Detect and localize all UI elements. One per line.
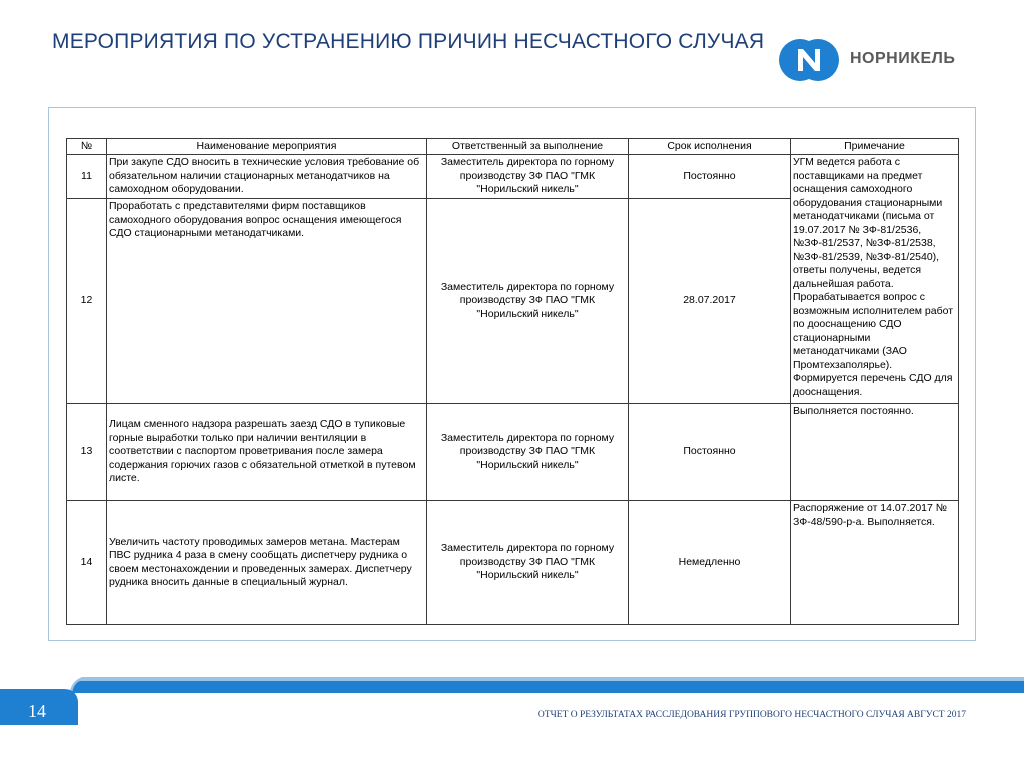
- note-cell: Выполняется постоянно.: [791, 404, 959, 501]
- deadline-cell: Постоянно: [629, 404, 791, 501]
- row-number: 11: [67, 155, 107, 199]
- nornickel-logo-icon: [778, 38, 840, 82]
- table-header-row: [67, 139, 959, 155]
- responsible-cell: Заместитель директора по горному производству ЗФ ПАО "ГМК "Норильский никель": [427, 199, 629, 404]
- row-number: 13: [67, 404, 107, 501]
- table-row: [67, 404, 959, 501]
- report-title: ОТЧЕТ О РЕЗУЛЬТАТАХ РАССЛЕДОВАНИЯ ГРУППОВОГО НЕСЧАСТНОГО СЛУЧАЯ АВГУСТ 2017: [537, 710, 966, 720]
- row-number: 14: [67, 501, 107, 625]
- logo-wordmark: НОРНИКЕЛЬ: [850, 50, 956, 67]
- column-header-measure: Наименование мероприятия: [107, 139, 427, 155]
- responsible-cell: Заместитель директора по горному производству ЗФ ПАО "ГМК "Норильский никель": [427, 501, 629, 625]
- column-header-note: Примечание: [791, 139, 959, 155]
- column-header-deadline: Срок исполнения: [629, 139, 791, 155]
- column-header-number: №: [67, 139, 107, 155]
- measure-cell: При закупе СДО вносить в технические условия требование об обязательном наличии стационарных метанодатчиков на самоходном оборудовании.: [107, 155, 427, 199]
- page-number: 14: [28, 701, 46, 721]
- measures-table: [66, 138, 959, 625]
- note-cell: Распоряжение от 14.07.2017 № ЗФ-48/590-р-а. Выполняется.: [791, 501, 959, 625]
- row-number: 12: [67, 199, 107, 404]
- deadline-cell: 28.07.2017: [629, 199, 791, 404]
- table-row: [67, 155, 959, 199]
- responsible-cell: Заместитель директора по горному производству ЗФ ПАО "ГМК "Норильский никель": [427, 404, 629, 501]
- note-cell: УГМ ведется работа с поставщиками на предмет оснащения самоходного оборудования стационарными метанодатчиками (письма от 19.07.2017 № ЗФ-81/2536, №ЗФ-81/2537, №ЗФ-81/2538, №ЗФ-81/2539, №ЗФ-81/2540), ответы получены, ведется дальнейшая работа. Прорабатывается вопрос с возможным исполнителем работ по дооснащению СДО стационарными метанодатчиками (ЗАО Промтехзаполярье). Формируется перечень СДО для дооснащения.: [791, 155, 959, 404]
- column-header-responsible: Ответственный за выполнение: [427, 139, 629, 155]
- measure-cell: Лицам сменного надзора разрешать заезд СДО в тупиковые горные выработки только при наличии вентиляции в соответствии с паспортом проветривания после замера содержания горючих газов с обязательной отметкой в путевом листе.: [107, 404, 427, 501]
- company-logo: [778, 38, 978, 82]
- responsible-cell: Заместитель директора по горному производству ЗФ ПАО "ГМК "Норильский никель": [427, 155, 629, 199]
- deadline-cell: Постоянно: [629, 155, 791, 199]
- measure-cell: Проработать с представителями фирм поставщиков самоходного оборудования вопрос оснащения имеющегося СДО стационарными метанодатчиками.: [107, 199, 427, 404]
- page-title: МЕРОПРИЯТИЯ ПО УСТРАНЕНИЮ ПРИЧИН НЕСЧАСТНОГО СЛУЧАЯ: [52, 30, 765, 53]
- table-row: [67, 501, 959, 625]
- deadline-cell: Немедленно: [629, 501, 791, 625]
- measure-cell: Увеличить частоту проводимых замеров метана. Мастерам ПВС рудника 4 раза в смену сообщать диспетчеру рудника о своем местонахождении и проведенных замерах. Диспетчеру рудника вносить данные в специальный журнал.: [107, 501, 427, 625]
